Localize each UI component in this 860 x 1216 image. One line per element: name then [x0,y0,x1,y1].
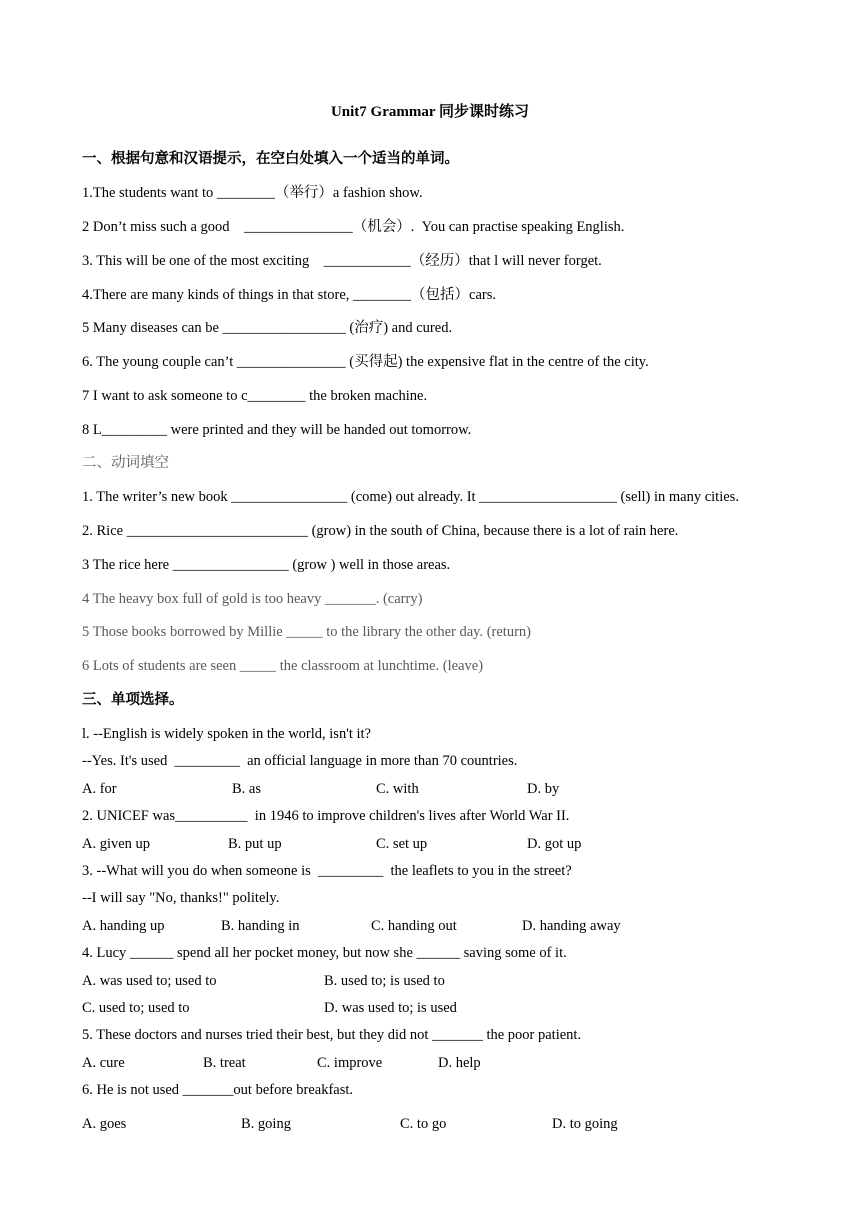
section2-item-6: 6 Lots of students are seen _____ the classroom at lunchtime. (leave) [82,658,484,674]
section1-item-6: 6. The young couple can’t _______________ (买得起) the expensive flat in the centre of the city. [82,354,649,370]
section2-item-1: 1. The writer’s new book ________________ (come) out already. It ___________________ (sell) in many cities. [82,489,739,505]
q4-option-b: B. used to; is used to [324,973,445,989]
q5-option-d: D. help [438,1055,481,1071]
section1-item-4: 4.There are many kinds of things in that store, ________（包括）cars. [82,287,496,303]
q3-option-b: B. handing in [221,918,300,934]
q6-option-b: B. going [241,1116,291,1132]
section2-item-5: 5 Those books borrowed by Millie _____ to the library the other day. (return) [82,624,531,640]
q3-stem-reply: --I will say "No, thanks!" politely. [82,890,280,906]
q3-option-c: C. handing out [371,918,457,934]
q1-option-c: C. with [376,781,419,797]
q4-stem: 4. Lucy ______ spend all her pocket money, but now she ______ saving some of it. [82,945,567,961]
q6-option-d: D. to going [552,1116,618,1132]
section1-item-5: 5 Many diseases can be _________________ (治疗) and cured. [82,320,453,336]
q1-option-d: D. by [527,781,560,797]
section1-heading: 一、根据句意和汉语提示，在空白处填入一个适当的单词。 [82,151,459,167]
q2-option-d: D. got up [527,836,582,852]
q2-option-a: A. given up [82,836,151,852]
q4-option-c: C. used to; used to [82,1000,190,1016]
section3-heading: 三、单项选择。 [82,692,184,708]
page-title: Unit7 Grammar 同步课时练习 [330,104,530,120]
q4-option-d: D. was used to; is used [324,1000,457,1016]
section2-item-4: 4 The heavy box full of gold is too heavy _______. (carry) [82,591,423,607]
q1-stem: l. --English is widely spoken in the world, isn't it? [82,726,371,742]
section1-item-3: 3. This will be one of the most exciting ____________（经历）that l will never forget. [82,253,602,269]
q3-option-a: A. handing up [82,918,165,934]
q3-option-d: D. handing away [522,918,621,934]
q4-option-a: A. was used to; used to [82,973,217,989]
q6-stem: 6. He is not used _______out before breakfast. [82,1082,354,1098]
q1-option-a: A. for [82,781,117,797]
q2-option-c: C. set up [376,836,428,852]
section1-item-2: 2 Don’t miss such a good _______________（机会）. You can practise speaking English. [82,219,625,235]
q5-stem: 5. These doctors and nurses tried their best, but they did not _______ the poor patient. [82,1027,582,1043]
q1-stem-reply: --Yes. It's used _________ an official language in more than 70 countries. [82,753,518,769]
section1-item-8: 8 L_________ were printed and they will be handed out tomorrow. [82,422,472,438]
q3-stem: 3. --What will you do when someone is _________ the leaflets to you in the street? [82,863,572,879]
q5-option-b: B. treat [203,1055,246,1071]
q1-option-b: B. as [232,781,261,797]
section1-item-1: 1.The students want to ________（举行）a fashion show. [82,185,423,201]
q5-option-a: A. cure [82,1055,125,1071]
q5-option-c: C. improve [317,1055,383,1071]
q2-stem: 2. UNICEF was__________ in 1946 to improve children's lives after World War II. [82,808,570,824]
q6-option-c: C. to go [400,1116,447,1132]
section2-heading: 二、动词填空 [82,455,169,471]
section2-item-2: 2. Rice _________________________ (grow) in the south of China, because there is a lot of rain here. [82,523,679,539]
section2-item-3: 3 The rice here ________________ (grow ) well in those areas. [82,557,451,573]
q6-option-a: A. goes [82,1116,127,1132]
q2-option-b: B. put up [228,836,282,852]
section1-item-7: 7 I want to ask someone to c________ the broken machine. [82,388,428,404]
